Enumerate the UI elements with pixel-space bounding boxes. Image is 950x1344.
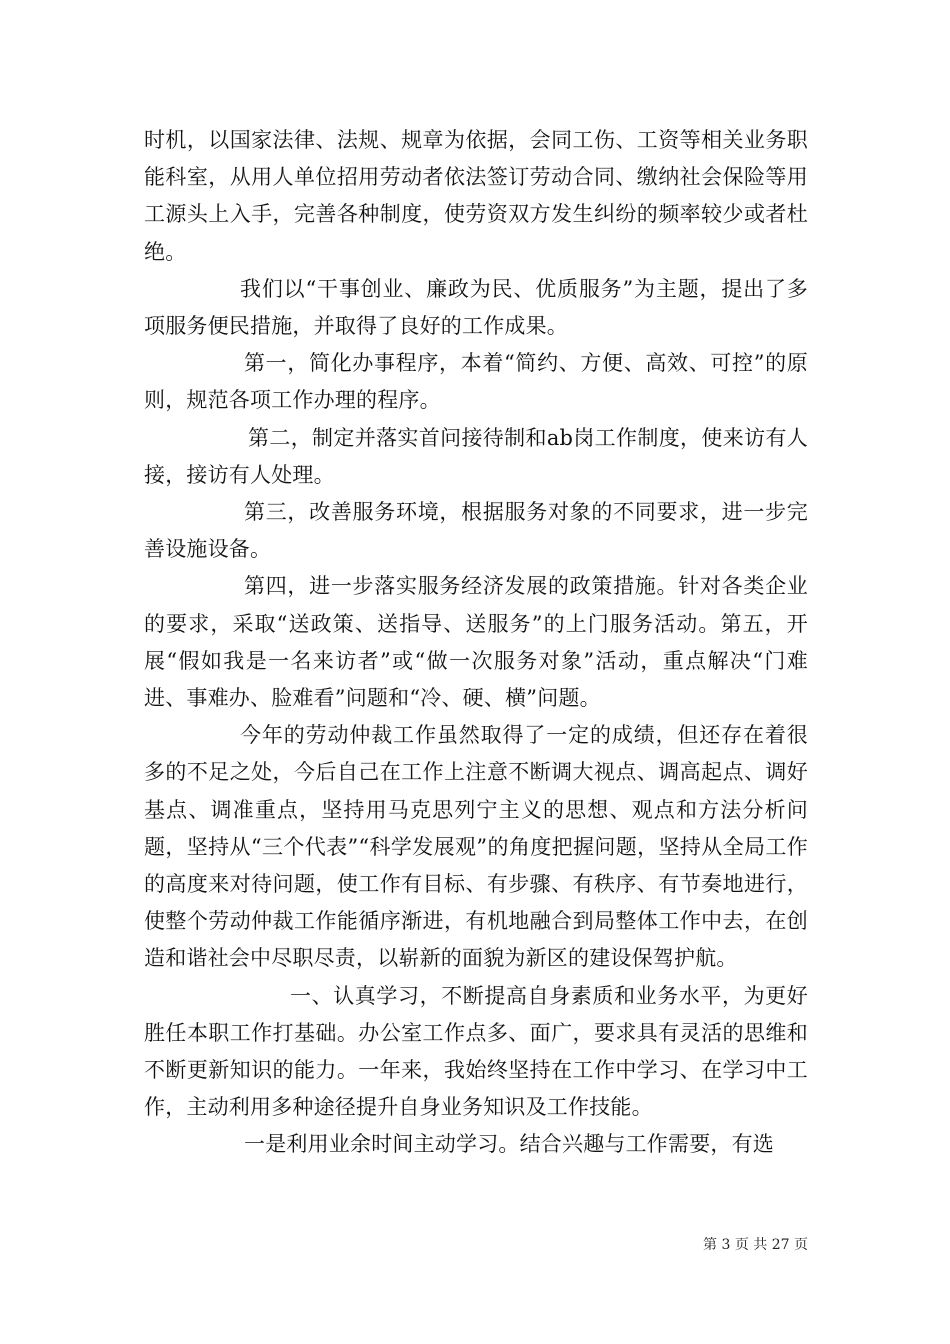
paragraph-6: 第四，进一步落实服务经济发展的政策措施。针对各类企业的要求，采取“送政策、送指导、送服务”的上门服务活动。第五，开展“假如我是一名来访者”或“做一次服务对象”活动，重点解决“门难进、事难办、脸难看”问题和“冷、硬、横”问题。 (144, 574, 808, 711)
document-body (144, 122, 808, 1164)
page-number-footer: 第 3 页 共 27 页 (703, 1237, 808, 1253)
paragraph-9: 一是利用业余时间主动学习。结合兴趣与工作需要，有选 (244, 1132, 774, 1157)
paragraph-1: 时机，以国家法律、法规、规章为依据，会同工伤、工资等相关业务职能科室，从用人单位招用劳动者依法签订劳动合同、缴纳社会保险等用工源头上入手，完善各种制度，使劳资双方发生纠纷的频率较少或者杜绝。 (144, 128, 808, 264)
paragraph-3: 第一，简化办事程序，本着“简约、方便、高效、可控”的原则，规范各项工作办理的程序。 (144, 351, 808, 413)
paragraph-4: 第二，制定并落实首问接待制和ab岗工作制度，使来访有人接，接访有人处理。 (144, 425, 808, 487)
paragraph-2: 我们以“干事创业、廉政为民、优质服务”为主题，提出了多项服务便民措施，并取得了良好的工作成果。 (144, 276, 808, 339)
paragraph-8: 一、认真学习，不断提高自身素质和业务水平，为更好胜任本职工作打基础。办公室工作点多、面广，要求具有灵活的思维和不断更新知识的能力。一年来，我始终坚持在工作中学习、在学习中工作，主动利用多种途径提升自身业务知识及工作技能。 (144, 983, 808, 1120)
paragraph-5: 第三，改善服务环境，根据服务对象的不同要求，进一步完善设施设备。 (144, 500, 808, 562)
paragraph-7: 今年的劳动仲裁工作虽然取得了一定的成绩，但还存在着很多的不足之处，今后自己在工作上注意不断调大视点、调高起点、调好基点、调准重点，坚持用马克思列宁主义的思想、观点和方法分析问题，坚持从“三个代表”“科学发展观”的角度把握问题，坚持从全局工作的高度来对待问题，使工作有目标、有步骤、有秩序、有节奏地进行，使整个劳动仲裁工作能循序渐进，有机地融合到局整体工作中去，在创造和谐社会中尽职尽责，以崭新的面貌为新区的建设保驾护航。 (144, 723, 808, 971)
